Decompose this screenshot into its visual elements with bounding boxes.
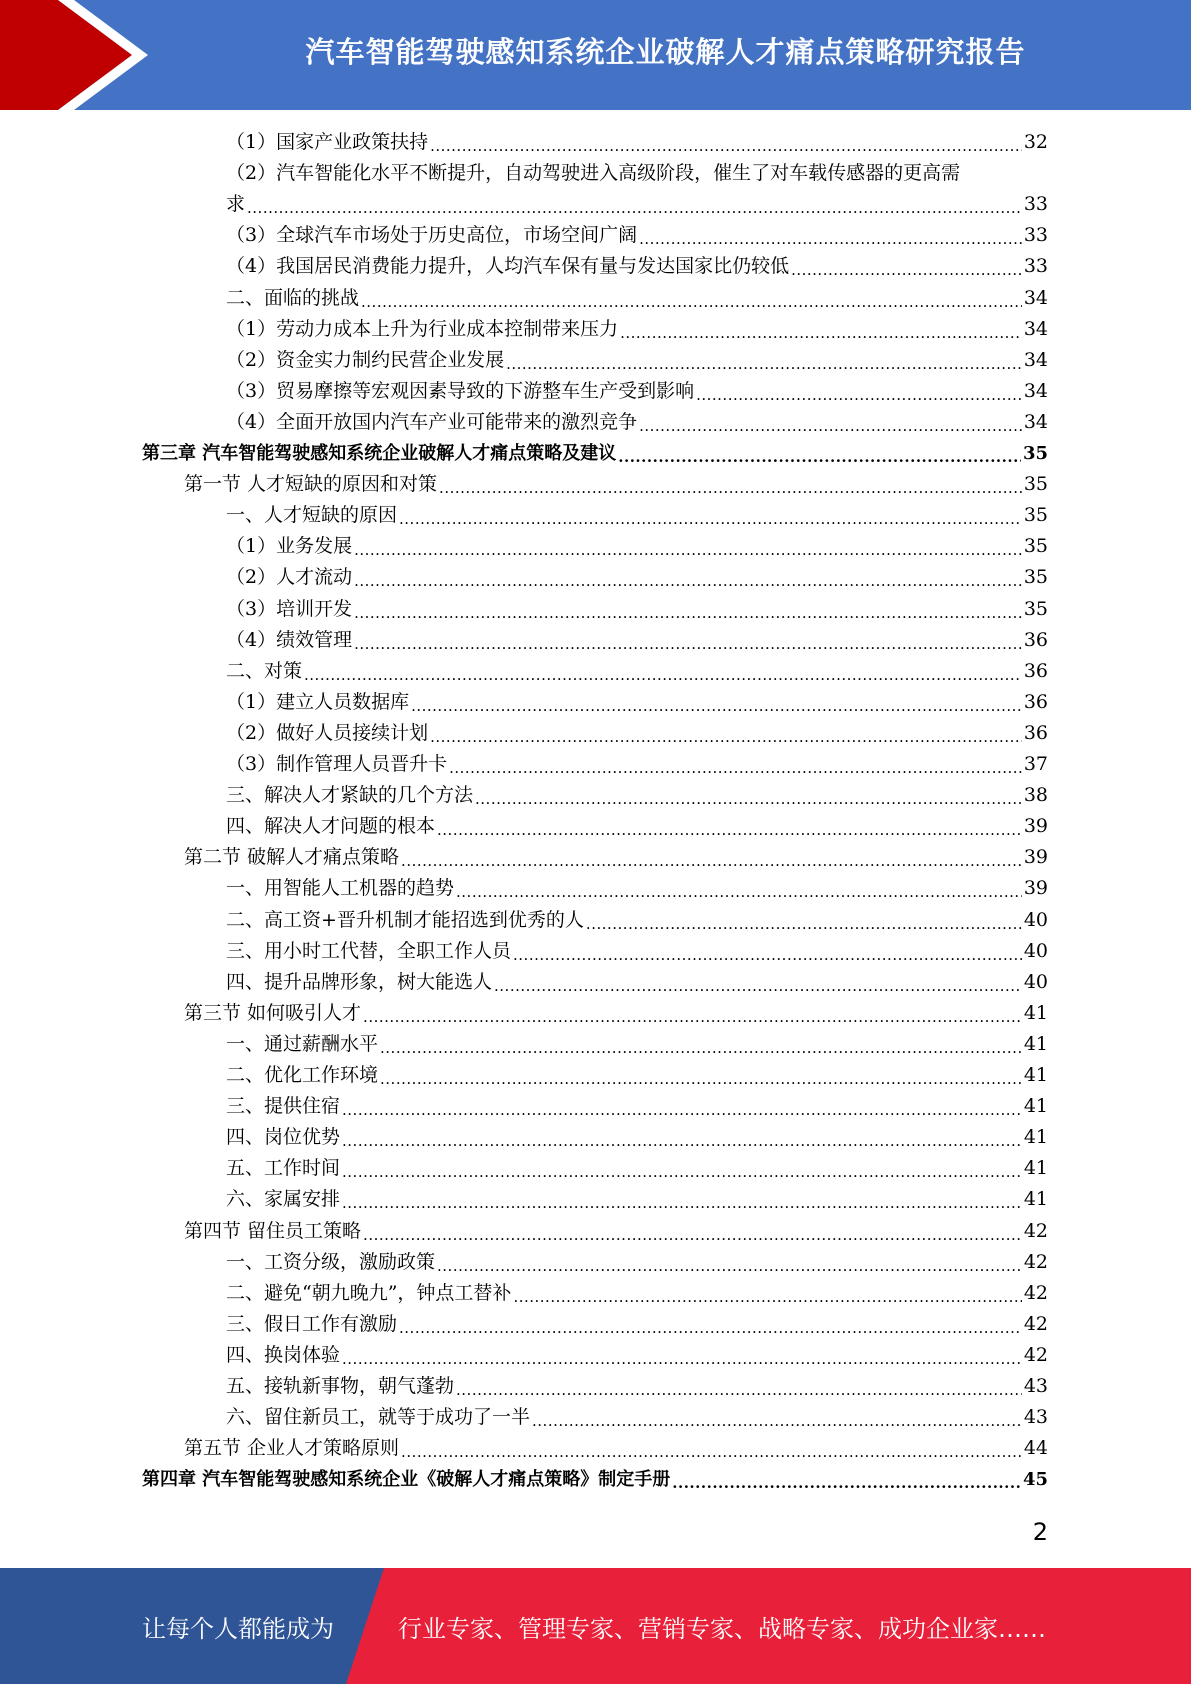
toc-entry-page: 34 [1023, 317, 1048, 340]
toc-entry[interactable] [226, 1247, 1048, 1278]
toc-entry-page: 38 [1023, 784, 1048, 807]
toc-entry-page: 43 [1023, 1375, 1048, 1397]
toc-dot-leader [456, 1371, 1022, 1402]
toc-dot-leader [342, 1184, 1022, 1215]
toc-entry-page: 32 [1023, 131, 1048, 153]
toc-entry-page: 36 [1023, 628, 1048, 651]
toc-entry[interactable] [226, 376, 1048, 407]
toc-entry[interactable] [226, 220, 1048, 251]
toc-entry-label: 二、优化工作环境 [226, 1064, 379, 1086]
toc-dot-leader [363, 998, 1022, 1029]
toc-entry[interactable] [226, 905, 1048, 936]
toc-entry-page: 34 [1023, 410, 1048, 433]
toc-dot-leader [411, 687, 1022, 718]
toc-entry-page: 35 [1023, 504, 1048, 527]
toc-entry[interactable] [226, 283, 1048, 314]
toc-section-entry[interactable] [184, 469, 1048, 500]
toc-dot-leader [401, 842, 1022, 873]
toc-chapter-entry[interactable] [142, 438, 1048, 469]
toc-entry[interactable] [226, 127, 1048, 158]
toc-entry[interactable] [226, 1184, 1048, 1215]
toc-entry-label: 第五节 企业人才策略原则 [184, 1437, 400, 1460]
toc-dot-leader [361, 283, 1022, 314]
toc-dot-leader [696, 376, 1022, 407]
toc-entry-page: 35 [1023, 566, 1048, 589]
toc-entry-label: （3）全球汽车市场处于历史高位，市场空间广阔 [226, 224, 638, 247]
toc-entry-page: 41 [1023, 1157, 1048, 1180]
toc-entry-page: 35 [1023, 535, 1048, 558]
toc-entry-label: （3）贸易摩擦等宏观因素导致的下游整车生产受到影响 [226, 379, 695, 402]
toc-dot-leader [354, 531, 1022, 562]
toc-dot-leader [430, 718, 1022, 749]
toc-entry[interactable] [226, 656, 1048, 687]
toc-dot-leader [399, 500, 1022, 531]
toc-entry-page: 42 [1023, 1312, 1048, 1335]
toc-entry[interactable] [226, 345, 1048, 376]
toc-entry-line[interactable] [226, 158, 1048, 189]
toc-dot-leader [506, 345, 1022, 376]
toc-dot-leader [304, 656, 1022, 687]
toc-dot-leader [639, 407, 1022, 438]
toc-entry[interactable] [226, 531, 1048, 562]
toc-entry-label: （3）培训开发 [226, 597, 353, 620]
toc-dot-leader [639, 220, 1022, 251]
toc-entry-label: （1）建立人员数据库 [226, 690, 410, 713]
toc-dot-leader [354, 594, 1022, 625]
toc-dot-leader [620, 314, 1022, 345]
toc-entry-page: 39 [1023, 815, 1048, 838]
toc-entry-page: 42 [1023, 1219, 1048, 1242]
toc-entry-label: 二、面临的挑战 [226, 286, 360, 309]
toc-entry-label: 五、接轨新事物，朝气蓬勃 [226, 1375, 455, 1397]
toc-entry-page: 42 [1023, 1343, 1048, 1366]
toc-entry-label: 六、家属安排 [226, 1188, 341, 1211]
toc-entry-page: 34 [1023, 348, 1048, 371]
toc-entry-label: （2）人才流动 [226, 566, 353, 589]
toc-entry[interactable] [226, 873, 1048, 904]
toc-section-entry[interactable] [184, 1433, 1048, 1464]
toc-dot-leader [342, 1122, 1022, 1153]
toc-entry[interactable] [226, 251, 1048, 282]
toc-entry-label: （2）做好人员接续计划 [226, 721, 429, 744]
toc-entry[interactable] [226, 967, 1048, 998]
toc-entry[interactable] [226, 718, 1048, 749]
toc-entry-page: 36 [1023, 721, 1048, 744]
toc-entry[interactable] [226, 1402, 1048, 1433]
toc-entry-page: 41 [1023, 1188, 1048, 1211]
toc-dot-leader [401, 1433, 1022, 1464]
toc-entry-label-continued: 求 [226, 193, 246, 216]
toc-entry-label: 第四章 汽车智能驾驶感知系统企业《破解人才痛点策略》制定手册 [142, 1469, 671, 1491]
toc-entry-page: 33 [1023, 255, 1048, 278]
toc-dot-leader [456, 873, 1022, 904]
toc-entry-page: 41 [1023, 1032, 1048, 1055]
toc-entry-page: 43 [1023, 1406, 1048, 1429]
toc-entry-label: （3）制作管理人员晋升卡 [226, 753, 448, 775]
toc-dot-leader [342, 1091, 1022, 1122]
toc-entry-page: 34 [1023, 379, 1048, 402]
toc-entry[interactable] [226, 936, 1048, 967]
toc-dot-leader [532, 1402, 1022, 1433]
toc-dot-leader [494, 967, 1022, 998]
toc-dot-leader [247, 189, 1022, 220]
toc-entry-page: 40 [1023, 970, 1048, 993]
toc-entry[interactable] [226, 1371, 1048, 1402]
toc-entry-label: 四、解决人才问题的根本 [226, 815, 436, 838]
toc-entry-label: 第一节 人才短缺的原因和对策 [184, 473, 438, 496]
toc-entry-page: 37 [1023, 753, 1048, 775]
toc-entry[interactable] [226, 780, 1048, 811]
toc-entry-label: （1）业务发展 [226, 535, 353, 558]
toc-entry-label: （1）国家产业政策扶持 [226, 131, 429, 153]
toc-entry-label: 二、高工资+晋升机制才能招选到优秀的人 [226, 908, 584, 931]
toc-entry-label: （4）全面开放国内汽车产业可能带来的激烈竞争 [226, 410, 638, 433]
toc-dot-leader [354, 625, 1022, 656]
toc-entry-label: 三、假日工作有激励 [226, 1312, 398, 1335]
toc-entry-label: 第三节 如何吸引人才 [184, 1001, 362, 1024]
toc-entry-page: 42 [1023, 1281, 1048, 1304]
toc-entry-label: 第四节 留住员工策略 [184, 1219, 362, 1242]
toc-dot-leader [399, 1309, 1022, 1340]
toc-entry-page: 40 [1023, 939, 1048, 962]
toc-entry[interactable] [226, 314, 1048, 345]
toc-entry[interactable] [226, 1122, 1048, 1153]
toc-entry[interactable] [226, 687, 1048, 718]
toc-entry-label: 四、岗位优势 [226, 1126, 341, 1149]
toc-entry-page: 39 [1023, 846, 1048, 869]
toc-entry-page: 45 [1022, 1469, 1048, 1491]
header-title: 汽车智能驾驶感知系统企业破解人才痛点策略研究报告 [305, 34, 1026, 69]
toc-entry[interactable] [226, 811, 1048, 842]
toc-entry-label: 二、对策 [226, 659, 303, 682]
toc-entry-page: 36 [1023, 659, 1048, 682]
toc-dot-leader [475, 780, 1022, 811]
toc-entry-page: 41 [1023, 1064, 1048, 1086]
toc-entry-page: 35 [1022, 443, 1048, 464]
toc-entry[interactable] [226, 1153, 1048, 1184]
toc-entry-page: 44 [1023, 1437, 1048, 1460]
toc-entry-page: 33 [1023, 224, 1048, 247]
toc-dot-leader [437, 1247, 1022, 1278]
toc-entry-label: 一、用智能人工机器的趋势 [226, 877, 455, 900]
toc-entry-label: 第二节 破解人才痛点策略 [184, 846, 400, 869]
toc-entry-label: 三、解决人才紧缺的几个方法 [226, 784, 474, 807]
toc-entry-label: 六、留住新员工，就等于成功了一半 [226, 1406, 531, 1429]
toc-entry-label: 一、人才短缺的原因 [226, 504, 398, 527]
toc-section-entry[interactable] [184, 842, 1048, 873]
toc-dot-leader [513, 1278, 1021, 1309]
toc-entry-label: 第三章 汽车智能驾驶感知系统企业破解人才痛点策略及建议 [142, 443, 617, 464]
page-footer [0, 1568, 1191, 1684]
toc-entry[interactable] [226, 189, 1048, 220]
toc-entry-page: 40 [1023, 908, 1048, 931]
toc-entry-label: （4）我国居民消费能力提升，人均汽车保有量与发达国家比仍较低 [226, 255, 790, 278]
toc-dot-leader [354, 562, 1022, 593]
toc-entry[interactable] [226, 1029, 1048, 1060]
toc-entry[interactable] [226, 749, 1048, 780]
toc-dot-leader [437, 811, 1022, 842]
toc-chapter-entry[interactable] [142, 1464, 1048, 1495]
toc-entry[interactable] [226, 1340, 1048, 1371]
toc-entry[interactable] [226, 1309, 1048, 1340]
toc-dot-leader [342, 1340, 1022, 1371]
toc-dot-leader [618, 438, 1021, 469]
toc-entry[interactable] [226, 1060, 1048, 1091]
toc-dot-leader [342, 1153, 1022, 1184]
toc-dot-leader [513, 936, 1022, 967]
toc-entry-page: 35 [1023, 473, 1048, 496]
toc-entry-label: （4）绩效管理 [226, 628, 353, 651]
toc-entry-label: 一、工资分级，激励政策 [226, 1250, 436, 1273]
toc-entry[interactable] [226, 562, 1048, 593]
toc-entry-label: 三、提供住宿 [226, 1095, 341, 1118]
toc-dot-leader [363, 1216, 1022, 1247]
toc-entry-label: （2）资金实力制约民营企业发展 [226, 348, 505, 371]
toc-entry[interactable] [226, 594, 1048, 625]
page-header [0, 0, 1191, 110]
toc-section-entry[interactable] [184, 1216, 1048, 1247]
toc-entry[interactable] [226, 1278, 1048, 1309]
toc-entry-label: （2）汽车智能化水平不断提升，自动驾驶进入高级阶段，催生了对车载传感器的更高需 [226, 162, 961, 185]
toc-entry-page: 35 [1023, 597, 1048, 620]
toc-dot-leader [380, 1029, 1022, 1060]
toc-entry-page: 41 [1023, 1001, 1048, 1024]
toc-entry-page: 41 [1023, 1095, 1048, 1118]
toc-entry-label: （1）劳动力成本上升为行业成本控制带来压力 [226, 317, 619, 340]
toc-entry[interactable] [226, 625, 1048, 656]
toc-entry-page: 39 [1023, 877, 1048, 900]
toc-entry[interactable] [226, 407, 1048, 438]
toc-entry-page: 33 [1023, 193, 1048, 216]
toc-entry-label: 三、用小时工代替，全职工作人员 [226, 939, 512, 962]
toc-section-entry[interactable] [184, 998, 1048, 1029]
footer-slogan-left: 让每个人都能成为 [142, 1614, 334, 1643]
toc-entry-page: 36 [1023, 690, 1048, 713]
toc-dot-leader [430, 127, 1022, 158]
footer-slogan-right: 行业专家、管理专家、营销专家、战略专家、成功企业家…… [398, 1614, 1046, 1643]
toc-dot-leader [380, 1060, 1022, 1091]
toc-entry-label: 五、工作时间 [226, 1157, 341, 1180]
toc-dot-leader [586, 905, 1022, 936]
toc-dot-leader [672, 1464, 1021, 1495]
toc-entry[interactable] [226, 500, 1048, 531]
toc-entry-page: 42 [1023, 1250, 1048, 1273]
toc-entry-label: 二、避免“朝九晚九”，钟点工替补 [226, 1281, 512, 1304]
toc-dot-leader [439, 469, 1022, 500]
toc-entry-page: 34 [1023, 286, 1048, 309]
toc-entry-label: 四、换岗体验 [226, 1343, 341, 1366]
toc-dot-leader [791, 251, 1022, 282]
page-number: 2 [1032, 1518, 1048, 1546]
toc-dot-leader [449, 749, 1022, 780]
toc-entry[interactable] [226, 1091, 1048, 1122]
toc-entry-label: 一、通过薪酬水平 [226, 1032, 379, 1055]
toc-entry-page: 41 [1023, 1126, 1048, 1149]
toc-entry-label: 四、提升品牌形象，树大能选人 [226, 970, 493, 993]
